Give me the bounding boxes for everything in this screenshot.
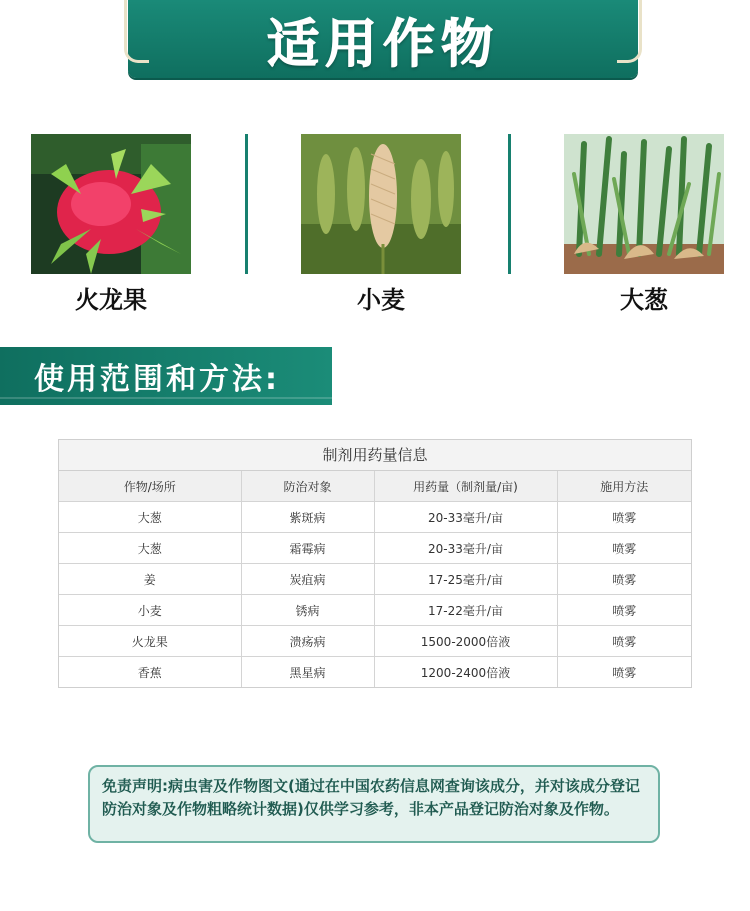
table-cell: 20-33毫升/亩 [374, 533, 557, 564]
table-row [59, 595, 691, 626]
table-cell: 紫斑病 [241, 502, 374, 533]
dosage-table [58, 439, 692, 688]
disclaimer-box [88, 765, 660, 843]
table-cell: 20-33毫升/亩 [374, 502, 557, 533]
dragon-fruit-image [31, 134, 191, 274]
column-header: 作物/场所 [59, 471, 241, 502]
column-header: 施用方法 [557, 471, 691, 502]
wheat-image [301, 134, 461, 274]
table-cell: 喷雾 [557, 595, 691, 626]
crop-label-wheat: 小麦 [357, 286, 405, 314]
dosage-grid [59, 471, 691, 687]
table-cell: 大葱 [59, 502, 241, 533]
scallion-photo [564, 134, 724, 274]
table-row [59, 533, 691, 564]
table-row [59, 564, 691, 595]
dragon-fruit-photo [31, 134, 191, 274]
table-row [59, 502, 691, 533]
crop-divider [508, 134, 511, 274]
column-header: 防治对象 [241, 471, 374, 502]
crop-label-scallion: 大葱 [620, 286, 668, 314]
banner-stripe [0, 397, 332, 399]
table-cell: 火龙果 [59, 626, 241, 657]
section-title: 使用范围和方法: [34, 362, 280, 397]
table-cell: 霜霉病 [241, 533, 374, 564]
table-row [59, 657, 691, 688]
table-cell: 1200-2400倍液 [374, 657, 557, 688]
table-cell: 喷雾 [557, 533, 691, 564]
table-cell: 锈病 [241, 595, 374, 626]
table-cell: 喷雾 [557, 626, 691, 657]
table-header-row [59, 471, 691, 502]
table-cell: 小麦 [59, 595, 241, 626]
table-cell: 大葱 [59, 533, 241, 564]
crop-divider [245, 134, 248, 274]
table-cell: 喷雾 [557, 657, 691, 688]
table-cell: 17-25毫升/亩 [374, 564, 557, 595]
banner-title: 适用作物 [266, 14, 499, 75]
crop-label-dragon-fruit: 火龙果 [75, 286, 147, 314]
disclaimer-text: 免责声明:病虫害及作物图文(通过在中国农药信息网查询该成分，并对该成分登记防治对象及作物粗略统计数据)仅供学习参考，非本产品登记防治对象及作物。 [102, 777, 640, 818]
table-cell: 黑星病 [241, 657, 374, 688]
table-caption: 制剂用药量信息 [59, 440, 691, 471]
table-cell: 17-22毫升/亩 [374, 595, 557, 626]
table-cell: 炭疽病 [241, 564, 374, 595]
section-banner [0, 347, 332, 405]
table-cell: 姜 [59, 564, 241, 595]
table-cell: 香蕉 [59, 657, 241, 688]
table-cell: 1500-2000倍液 [374, 626, 557, 657]
wheat-photo [301, 134, 461, 274]
scallion-image [564, 134, 724, 274]
table-cell: 溃疡病 [241, 626, 374, 657]
table-cell: 喷雾 [557, 564, 691, 595]
column-header: 用药量（制剂量/亩) [374, 471, 557, 502]
table-cell: 喷雾 [557, 502, 691, 533]
top-banner [128, 0, 638, 78]
table-row [59, 626, 691, 657]
